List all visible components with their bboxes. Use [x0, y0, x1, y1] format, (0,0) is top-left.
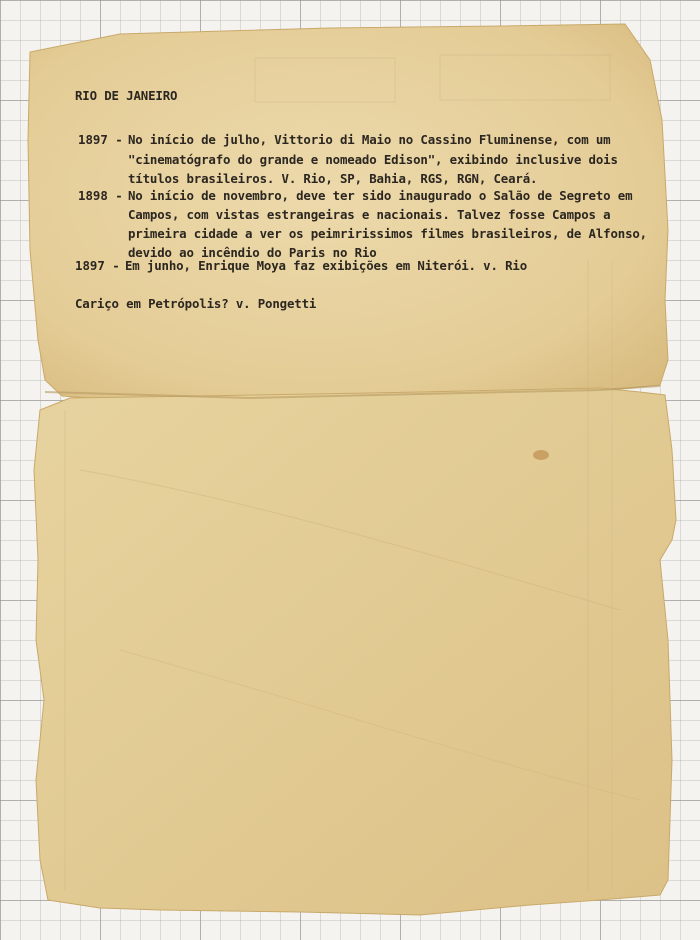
entry-line: primeira cidade a ver os peimririssimos filmes brasileiros, de Alfonso,: [128, 226, 647, 241]
entry-line: títulos brasileiros. V. Rio, SP, Bahia, RGS, RGN, Ceará.: [128, 171, 538, 186]
document-heading: RIO DE JANEIRO: [75, 88, 178, 103]
entry-line: No início de julho, Vittorio di Maio no Cassino Fluminense, com um: [128, 132, 611, 147]
entry-year: 1898 -: [78, 188, 123, 203]
entry-line: Em junho, Enrique Moya faz exibições em Niterói. v. Rio: [125, 258, 528, 273]
entry-line: No início de novembro, deve ter sido inaugurado o Salão de Segreto em: [128, 188, 633, 203]
entry-year: 1897 -: [78, 132, 123, 147]
entry-line: devido ao incêndio do Paris no Rio: [128, 245, 377, 260]
document-note: Cariço em Petrópolis? v. Pongetti: [75, 296, 317, 311]
paper-lower-fragment: [34, 388, 676, 915]
entry-year: 1897 -: [75, 258, 120, 273]
entry-line: Campos, com vistas estrangeiras e nacionais. Talvez fosse Campos a: [128, 207, 611, 222]
entry-line: "cinematógrafo do grande e nomeado Edison", exibindo inclusive dois: [128, 152, 618, 167]
